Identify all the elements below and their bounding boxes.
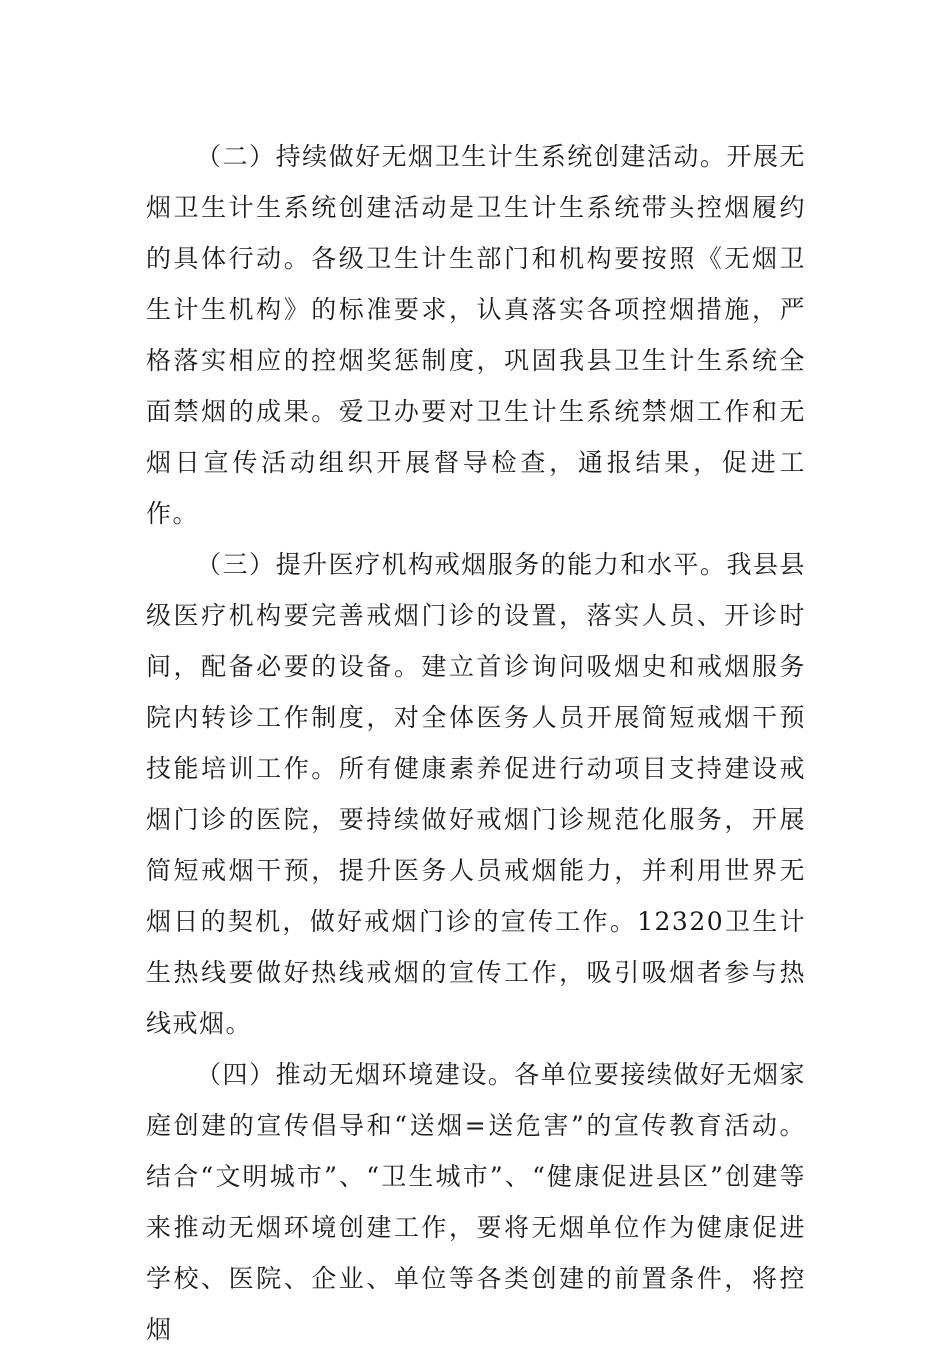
document-body — [146, 131, 806, 1355]
paragraph-section-2: （二）持续做好无烟卫生计生系统创建活动。开展无烟卫生计生系统创建活动是卫生计生系统带头控烟履约的具体行动。各级卫生计生部门和机构要按照《无烟卫生计生机构》的标准要求，认真落实各项控烟措施，严格落实相应的控烟奖惩制度，巩固我县卫生计生系统全面禁烟的成果。爱卫办要对卫生计生系统禁烟工作和无烟日宣传活动组织开展督导检查，通报结果，促进工作。 — [146, 142, 806, 528]
paragraph-section-4: （四）推动无烟环境建设。各单位要接续做好无烟家庭创建的宣传倡导和“送烟=送危害”的宣传教育活动。结合“文明城市”、“卫生城市”、“健康促进县区”创建等来推动无烟环境创建工作，要将无烟单位作为健康促进学校、医院、企业、单位等各类创建的前置条件，将控烟 — [146, 1060, 806, 1344]
paragraph-section-3: （三）提升医疗机构戒烟服务的能力和水平。我县县级医疗机构要完善戒烟门诊的设置，落实人员、开诊时间，配备必要的设备。建立首诊询问吸烟史和戒烟服务院内转诊工作制度，对全体医务人员开展简短戒烟干预技能培训工作。所有健康素养促进行动项目支持建设戒烟门诊的医院，要持续做好戒烟门诊规范化服务，开展简短戒烟干预，提升医务人员戒烟能力，并利用世界无烟日的契机，做好戒烟门诊的宣传工作。12320卫生计生热线要做好热线戒烟的宣传工作，吸引吸烟者参与热线戒烟。 — [146, 550, 806, 1038]
